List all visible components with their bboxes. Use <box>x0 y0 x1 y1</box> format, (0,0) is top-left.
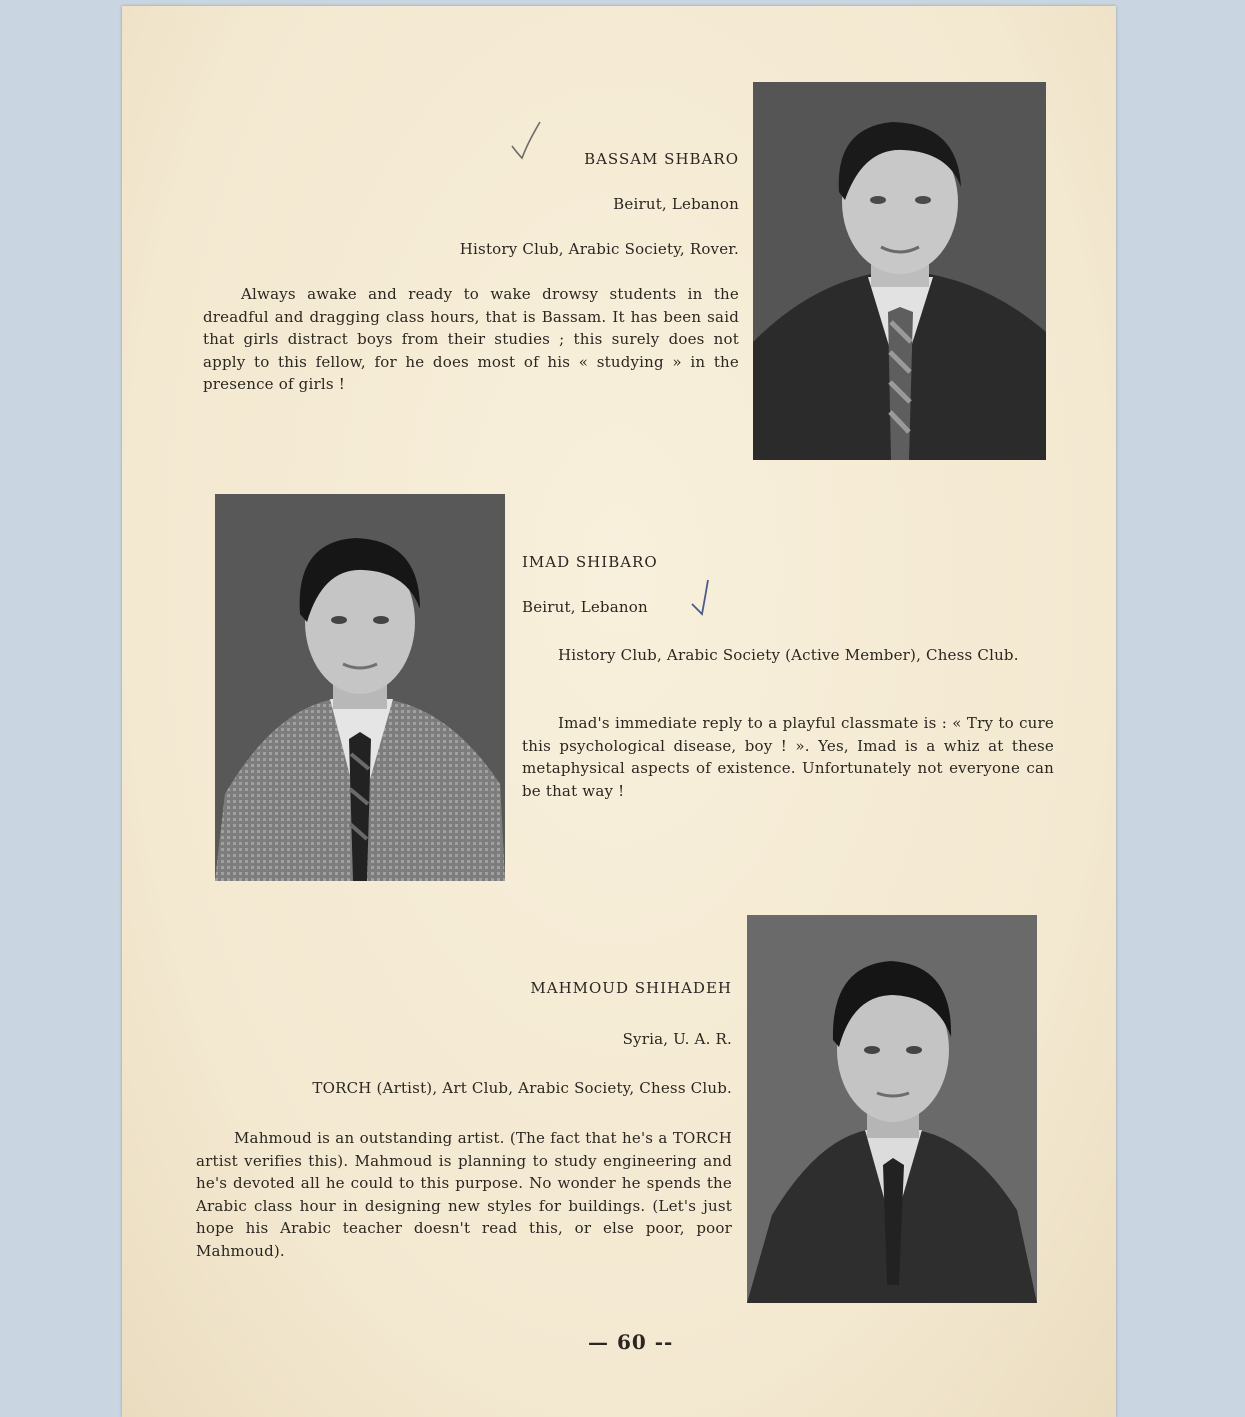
checkmark-2 <box>690 578 714 618</box>
student-hometown-1: Beirut, Lebanon <box>613 195 739 213</box>
student-hometown-3: Syria, U. A. R. <box>622 1030 732 1048</box>
student-bio-3: Mahmoud is an outstanding artist. (The fact that he's a TORCH artist verifies this). Mahmoud is planning to study engineering and he's devoted all he could to this purpose. No wonder he spends the Arabic class hour in designing new styles for buildings. (Let's just hope his Arabic teacher doesn't read this, or else poor, poor Mahmoud). <box>196 1129 732 1260</box>
student-name-1: BASSAM SHBARO <box>584 150 739 168</box>
student-bio-1: Always awake and ready to wake drowsy students in the dreadful and dragging class hours, that is Bassam. It has been said that girls distract boys from their studies ; this surely does not apply to this fellow, for he does most of his « studying » in the presence of girls ! <box>203 285 739 393</box>
student-name-2: IMAD SHIBARO <box>522 553 658 571</box>
portrait-photo-2 <box>215 494 505 881</box>
student-activities-3: TORCH (Artist), Art Club, Arabic Society, Chess Club. <box>312 1079 732 1097</box>
portrait-photo-1 <box>753 82 1046 460</box>
page-number: — 60 -- <box>588 1330 674 1354</box>
student-hometown-2: Beirut, Lebanon <box>522 598 648 616</box>
student-name-3: MAHMOUD SHIHADEH <box>530 979 732 997</box>
student-bio-2: Imad's immediate reply to a playful classmate is : « Try to cure this psychological disease, boy ! ». Yes, Imad is a whiz at these metaphysical aspects of existence. Unfortunately not everyone can be that way ! <box>522 714 1054 800</box>
student-activities-1: History Club, Arabic Society, Rover. <box>459 240 739 258</box>
portrait-photo-3 <box>747 915 1037 1303</box>
student-activities-2: History Club, Arabic Society (Active Member), Chess Club. <box>558 646 1019 664</box>
